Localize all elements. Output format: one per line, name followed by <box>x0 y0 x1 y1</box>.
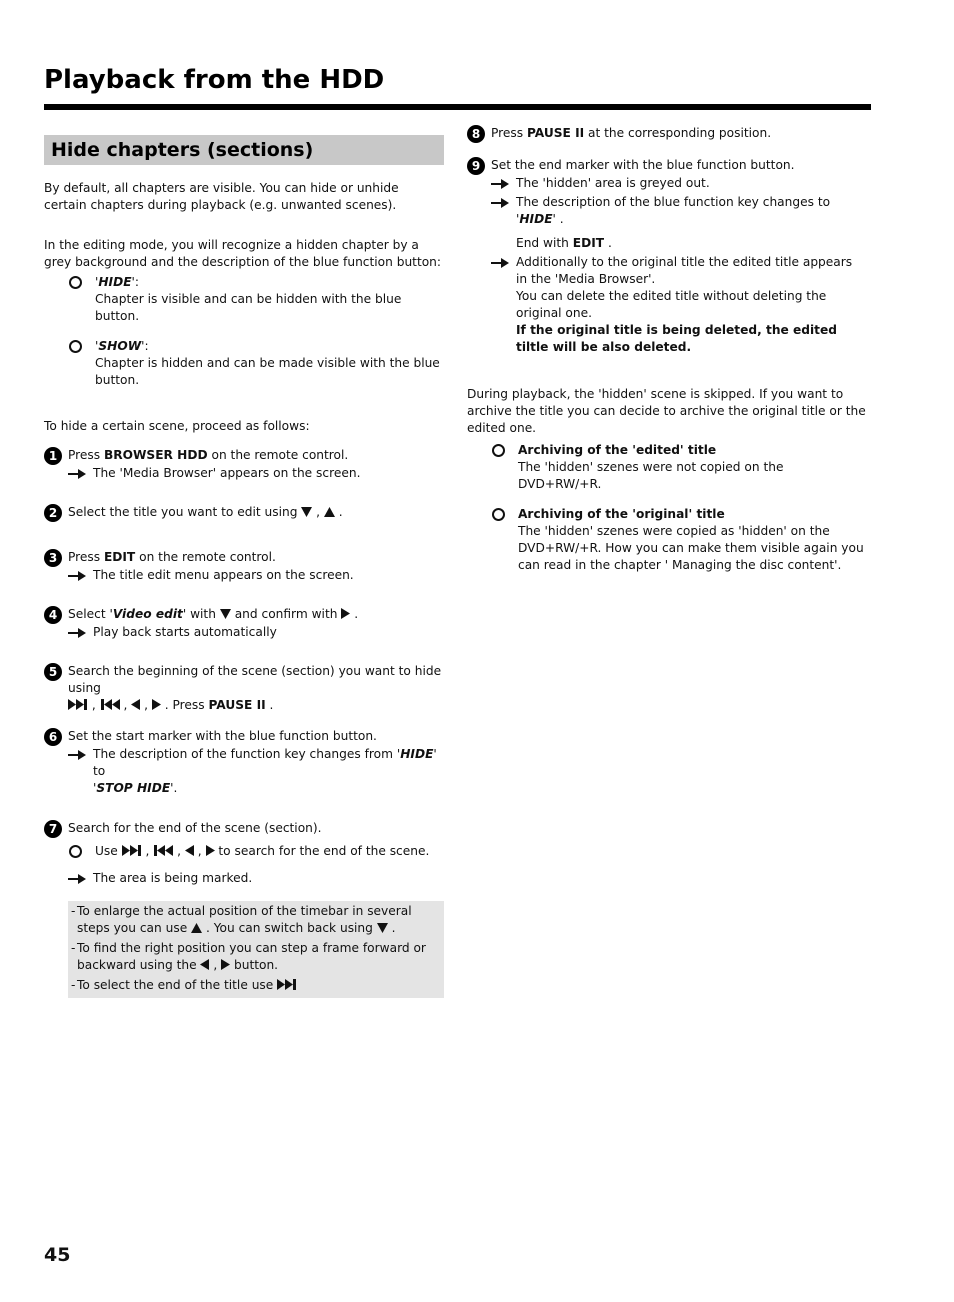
note-line-1: - To enlarge the actual position of the timebar in several steps you can use . You can switch back using . <box>71 904 412 935</box>
arrow-right-icon <box>68 624 93 641</box>
triangle-right-icon <box>152 699 161 710</box>
triangle-down-icon <box>301 507 312 517</box>
key-browser-hdd: BROWSER HDD <box>103 448 208 462</box>
intro-paragraph-1: By default, all chapters are visible. You can hide or unhide certain chapters during playback (e.g. unwanted scenes). <box>44 181 399 212</box>
step-number: 1 <box>44 447 62 465</box>
step-7-use: Use , , , to search for the end of the scene. <box>69 843 444 860</box>
step-9-result-3: Additionally to the original title the edited title appears in the 'Media Browser'. You can delete the edited title without deleting the original one. If the original title is being deleted, the edited tiltle will be also deleted. <box>491 254 867 356</box>
end-with-edit: End with EDIT . <box>516 236 612 250</box>
tips-note-box <box>68 901 444 998</box>
circle-bullet-icon <box>492 508 505 521</box>
step-2: 2 Select the title you want to edit using , . <box>44 504 444 522</box>
circle-bullet-icon <box>492 444 505 457</box>
triangle-left-icon <box>200 959 209 970</box>
left-column <box>44 125 444 998</box>
right-column <box>467 125 867 574</box>
step-9: 9 Set the end marker with the blue function button. <box>467 157 867 175</box>
step-number: 6 <box>44 728 62 746</box>
step-7-result: The area is being marked. <box>68 870 444 887</box>
title-rule <box>44 104 871 110</box>
triangle-up-icon <box>191 923 202 933</box>
intro-paragraph-2: In the editing mode, you will recognize a hidden chapter by a grey background and the description of the blue function button: <box>44 238 442 269</box>
arrow-right-icon <box>68 567 93 584</box>
key-pause: PAUSE II <box>526 126 585 140</box>
step-9-result-2: The description of the blue function key changes to 'HIDE' . <box>491 194 867 228</box>
triangle-left-icon <box>185 845 194 856</box>
proceed-text: To hide a certain scene, proceed as follows: <box>44 419 310 433</box>
step-number: 4 <box>44 606 62 624</box>
step-number: 9 <box>467 157 485 175</box>
hide-bullet: 'HIDE': Chapter is visible and can be hidden with the blue button. <box>69 274 444 325</box>
page-number: 45 <box>44 1244 71 1266</box>
note-line-2: - To find the right position you can step a frame forward or backward using the , button. <box>71 941 426 972</box>
key-pause: PAUSE II <box>208 698 266 712</box>
step-number: 3 <box>44 549 62 567</box>
circle-bullet-icon <box>69 845 82 858</box>
arrow-right-icon <box>491 175 516 192</box>
arrow-right-icon <box>491 254 516 271</box>
circle-bullet-icon <box>69 340 82 353</box>
step-6-result: The description of the function key changes from 'HIDE' to 'STOP HIDE'. <box>68 746 444 797</box>
step-4: 4 Select 'Video edit' with and confirm with . <box>44 606 444 624</box>
step-1: 1 Press BROWSER HDD on the remote control. <box>44 447 444 465</box>
triangle-right-icon <box>221 959 230 970</box>
show-bullet: 'SHOW': Chapter is hidden and can be made visible with the blue button. <box>69 338 444 389</box>
section-title: Hide chapters (sections) <box>44 135 444 165</box>
arrow-right-icon <box>68 746 93 763</box>
step-number: 2 <box>44 504 62 522</box>
triangle-right-icon <box>206 845 215 856</box>
skip-previous-icon <box>100 699 120 710</box>
step-number: 8 <box>467 125 485 143</box>
archive-original-bullet: Archiving of the 'original' title The 'hidden' szenes were copied as 'hidden' on the DVD+RW/+R. How you can make them visible again you can read in the chapter ' Managing the disc content'. <box>492 506 867 574</box>
skip-previous-icon <box>153 845 173 856</box>
skip-next-icon <box>122 845 142 856</box>
skip-next-icon <box>68 699 88 710</box>
step-3: 3 Press EDIT on the remote control. <box>44 549 444 567</box>
page-title: Playback from the HDD <box>44 65 385 95</box>
step-5: 5 Search the beginning of the scene (section) you want to hide using , , , . Press PAUSE II . <box>44 663 444 714</box>
hide-label: HIDE <box>98 275 132 289</box>
step-9-result-1: The 'hidden' area is greyed out. <box>491 175 867 192</box>
note-line-3: - To select the end of the title use <box>71 977 441 994</box>
triangle-down-icon <box>377 923 388 933</box>
playback-paragraph: During playback, the 'hidden' scene is skipped. If you want to archive the title you can decide to archive the original title or the edited one. <box>467 387 866 435</box>
triangle-right-icon <box>341 608 350 619</box>
triangle-up-icon <box>324 507 335 517</box>
show-description: Chapter is hidden and can be made visible with the blue button. <box>95 356 440 387</box>
step-4-result: Play back starts automatically <box>68 624 444 641</box>
archive-edited-bullet: Archiving of the 'edited' title The 'hidden' szenes were not copied on the DVD+RW/+R. <box>492 442 867 493</box>
circle-bullet-icon <box>69 276 82 289</box>
arrow-right-icon <box>68 465 93 482</box>
skip-next-icon <box>277 979 297 990</box>
key-edit: EDIT <box>103 550 136 564</box>
step-number: 5 <box>44 663 62 681</box>
arrow-right-icon <box>68 870 93 887</box>
step-7: 7 Search for the end of the scene (section). <box>44 820 444 838</box>
triangle-down-icon <box>220 609 231 619</box>
warning-text: If the original title is being deleted, the edited tiltle will be also deleted. <box>516 323 837 354</box>
video-edit-label: Video edit <box>112 607 183 621</box>
step-3-result: The title edit menu appears on the screen. <box>68 567 444 584</box>
step-8: 8 Press PAUSE II at the corresponding position. <box>467 125 867 143</box>
triangle-left-icon <box>131 699 140 710</box>
step-1-result: The 'Media Browser' appears on the screen. <box>68 465 444 482</box>
arrow-right-icon <box>491 194 516 211</box>
key-edit: EDIT <box>572 236 605 250</box>
hide-description: Chapter is visible and can be hidden with the blue button. <box>95 292 402 323</box>
show-label: SHOW <box>98 339 142 353</box>
step-6: 6 Set the start marker with the blue function button. <box>44 728 444 746</box>
step-number: 7 <box>44 820 62 838</box>
